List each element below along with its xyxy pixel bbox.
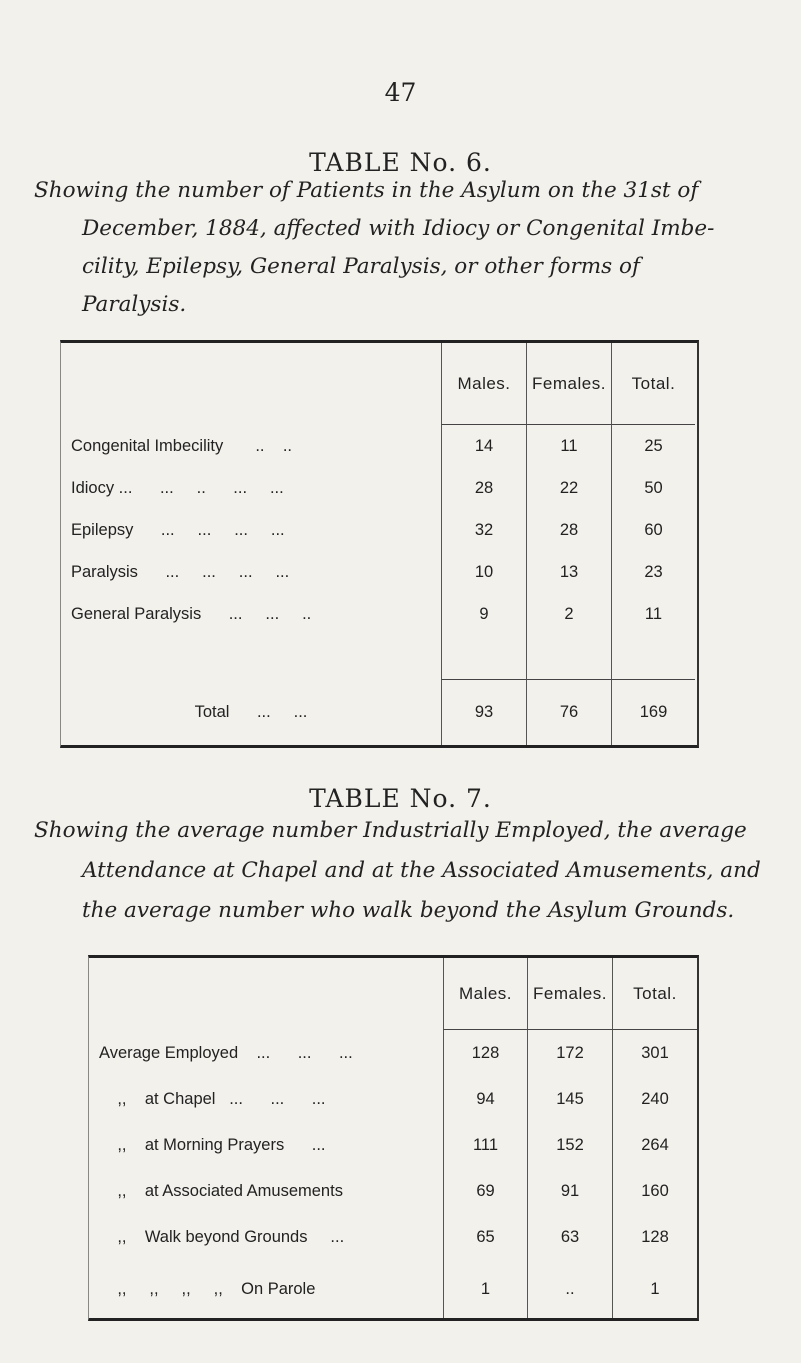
table6-row-label: Paralysis ... ... ... ... bbox=[71, 562, 290, 581]
table7-title: TABLE No. 7. bbox=[309, 784, 492, 813]
table6-spacer bbox=[61, 635, 441, 679]
table6-spacer bbox=[526, 635, 611, 679]
table7-cell-males: 1 bbox=[443, 1260, 527, 1318]
table6-caption-line1: Showing the number of Patients in the Asylum on the 31st of bbox=[34, 178, 699, 203]
table6-header-females: Females. bbox=[526, 343, 611, 425]
table6-cell-total: 23 bbox=[611, 551, 695, 593]
table6-row-label: Congenital Imbecility .. .. bbox=[71, 436, 293, 455]
table6-row-label: General Paralysis ... ... .. bbox=[71, 604, 312, 623]
table6-caption-line3: cility, Epilepsy, General Paralysis, or other forms of bbox=[82, 254, 640, 279]
table7 bbox=[88, 955, 699, 1321]
table6-cell-total: 25 bbox=[611, 425, 695, 467]
table7-caption-line2: Attendance at Chapel and at the Associated Amusements, and bbox=[82, 858, 761, 883]
table6-cell-males: 9 bbox=[441, 593, 526, 635]
table7-header-females: Females. bbox=[527, 958, 612, 1030]
table6-cell-females: 22 bbox=[526, 467, 611, 509]
table7-cell-total: 264 bbox=[612, 1122, 697, 1168]
table6-row-label: Idiocy ... ... .. ... ... bbox=[71, 478, 284, 497]
table6-total-males: 93 bbox=[441, 679, 526, 745]
table7-cell-males: 128 bbox=[443, 1030, 527, 1076]
table7-cell-total: 240 bbox=[612, 1076, 697, 1122]
table7-caption-line1: Showing the average number Industrially Employed, the average bbox=[34, 818, 747, 843]
table6-cell-males: 14 bbox=[441, 425, 526, 467]
table7-cell-females: .. bbox=[527, 1260, 612, 1318]
table6-cell-females: 13 bbox=[526, 551, 611, 593]
table7-cell-males: 94 bbox=[443, 1076, 527, 1122]
table7-cell-females: 172 bbox=[527, 1030, 612, 1076]
table7-cell-females: 91 bbox=[527, 1168, 612, 1214]
table6-header-males: Males. bbox=[441, 343, 526, 425]
table7-cell-females: 63 bbox=[527, 1214, 612, 1260]
table7-cell-males: 111 bbox=[443, 1122, 527, 1168]
table7-cell-females: 152 bbox=[527, 1122, 612, 1168]
table7-row-label: ,, at Morning Prayers ... bbox=[99, 1135, 326, 1154]
table6-cell-males: 28 bbox=[441, 467, 526, 509]
table6-corner bbox=[61, 343, 441, 425]
table6-header-total: Total. bbox=[611, 343, 695, 425]
table6-total-females: 76 bbox=[526, 679, 611, 745]
table6-cell-females: 2 bbox=[526, 593, 611, 635]
table6-cell-males: 10 bbox=[441, 551, 526, 593]
table7-cell-females: 145 bbox=[527, 1076, 612, 1122]
table6-spacer bbox=[441, 635, 526, 679]
table7-row-label: ,, Walk beyond Grounds ... bbox=[99, 1227, 345, 1246]
table7-cell-males: 69 bbox=[443, 1168, 527, 1214]
table7-header-males: Males. bbox=[443, 958, 527, 1030]
table7-row-label: ,, at Chapel ... ... ... bbox=[99, 1089, 326, 1108]
table7-header-total: Total. bbox=[612, 958, 697, 1030]
table6-total-total: 169 bbox=[611, 679, 695, 745]
table7-caption bbox=[34, 811, 764, 931]
table7-cell-total: 1 bbox=[612, 1260, 697, 1318]
table6-cell-total: 11 bbox=[611, 593, 695, 635]
table6-caption-line2: December, 1884, affected with Idiocy or Congenital Imbe- bbox=[82, 216, 715, 241]
table6-spacer bbox=[611, 635, 695, 679]
table6-caption bbox=[34, 172, 764, 324]
page-number: 47 bbox=[384, 78, 417, 107]
table7-row-label: ,, at Associated Amusements bbox=[99, 1181, 343, 1200]
table7-cell-total: 301 bbox=[612, 1030, 697, 1076]
table6-cell-females: 11 bbox=[526, 425, 611, 467]
table7-row-label: ,, ,, ,, ,, On Parole bbox=[99, 1279, 316, 1298]
table6-cell-total: 50 bbox=[611, 467, 695, 509]
table6-title: TABLE No. 6. bbox=[309, 148, 492, 177]
table7-cell-total: 160 bbox=[612, 1168, 697, 1214]
table6-caption-line4: Paralysis. bbox=[82, 292, 187, 317]
table6-cell-males: 32 bbox=[441, 509, 526, 551]
table6-cell-females: 28 bbox=[526, 509, 611, 551]
table6 bbox=[60, 340, 699, 748]
table7-corner bbox=[89, 958, 443, 1030]
table7-caption-line3: the average number who walk beyond the Asylum Grounds. bbox=[82, 898, 735, 923]
table6-cell-total: 60 bbox=[611, 509, 695, 551]
table7-row-label: Average Employed ... ... ... bbox=[99, 1043, 353, 1062]
table6-row-label: Epilepsy ... ... ... ... bbox=[71, 520, 285, 539]
table7-cell-males: 65 bbox=[443, 1214, 527, 1260]
table7-cell-total: 128 bbox=[612, 1214, 697, 1260]
table6-total-label: Total ... ... bbox=[194, 702, 308, 721]
